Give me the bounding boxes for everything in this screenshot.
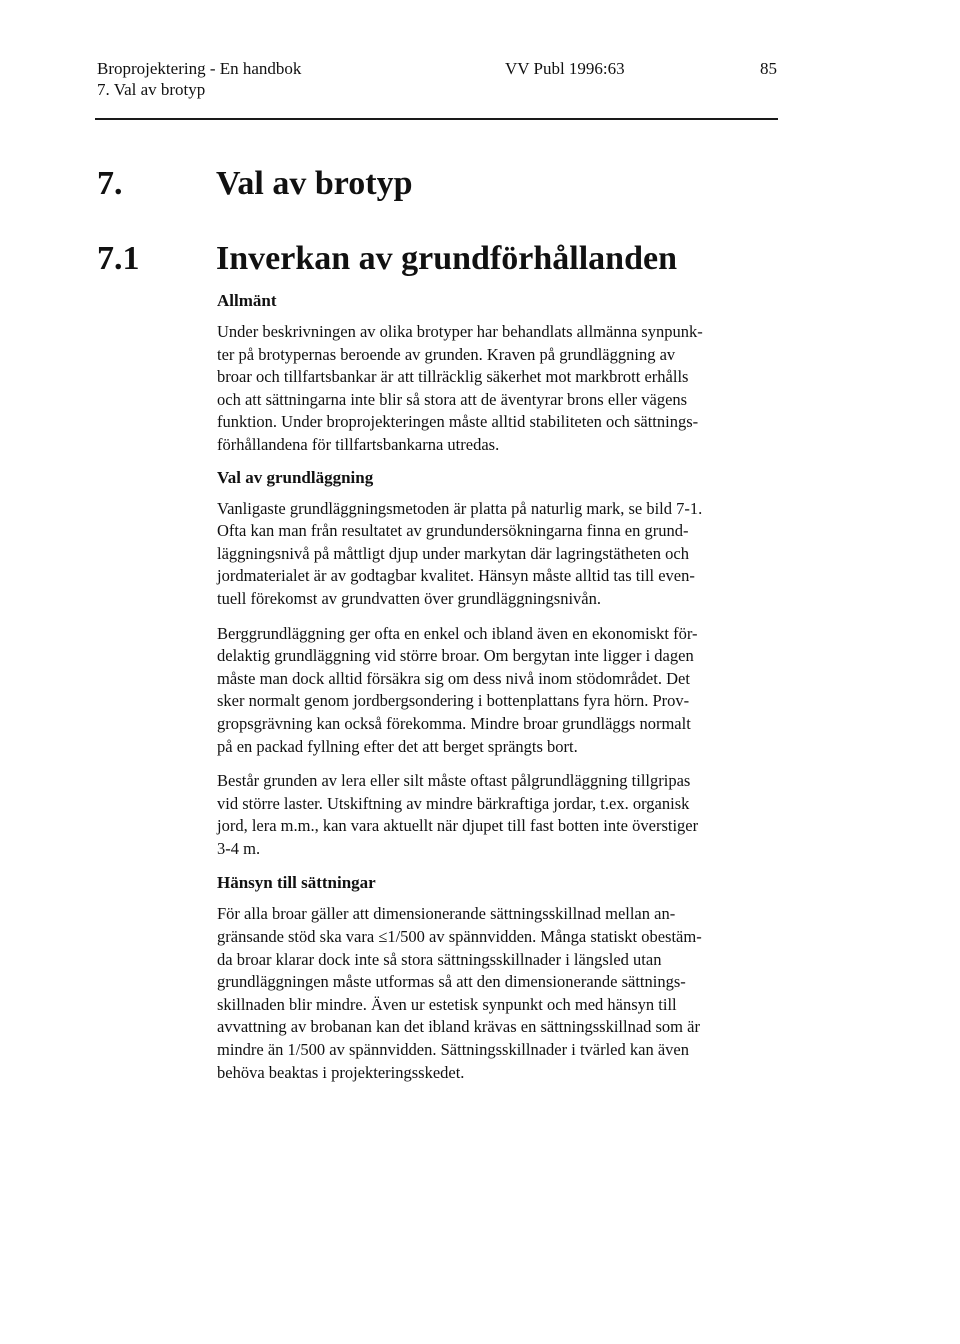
body-text — [217, 290, 787, 1084]
paragraph: För alla broar gäller att dimensionerande sättningsskillnad mellan an- gränsande stöd ska vara ≤1/500 av spännvidden. Många statiskt obestäm- da broar klarar dock inte så stora sättningsskillnader i längsled utan grundläggningen måste utformas så att den dimensionerande sättnings- skillnaden blir mindre. Även ur estetisk synpunkt och med hänsyn till avvattning av brobanan kan det ibland krävas en sättningsskillnad som är mindre än 1/500 av spännvidden. Sättningsskillnader i tvärled kan även behöva beaktas i projekteringsskedet. — [217, 904, 702, 1082]
section-number: 7.1 — [97, 240, 140, 277]
paragraph: Berggrundläggning ger ofta en enkel och ibland även en ekonomiskt för- delaktig grundläggning vid större broar. Om bergytan inte ligger i dagen måste man dock alltid försäkra sig om dess nivå inom stödområdet. Det sker normalt genom jordbergsondering i bottenplattans fyra hörn. Prov- gropsgrävning kan också förekomma. Mindre broar grundläggs normalt på en packad fyllning efter det att berget sprängts bort. — [217, 623, 698, 756]
section-title: Inverkan av grundförhållanden — [216, 240, 677, 277]
spacer — [217, 758, 787, 770]
paragraph: Under beskrivningen av olika brotyper har behandlats allmänna synpunk- ter på brotypernas beroende av grunden. Kraven på grundläggning av broar och tillfartsbankar är att tillräcklig säkerhet mot markbrott erhålls och att sättningarna inte blir så stora att de äventyrar brons eller vägens funktion. Under broprojekteringen måste alltid stabiliteten och sättnings- förhållandena för tillfartsbankarna utredas. — [217, 322, 703, 454]
subheading-allmant: Allmänt — [217, 291, 277, 310]
spacer — [217, 312, 787, 321]
spacer — [217, 489, 787, 498]
spacer — [217, 894, 787, 903]
header-chapter: 7. Val av brotyp — [97, 80, 206, 99]
page-number: 85 — [760, 59, 777, 78]
header-book-title: Broprojektering - En handbok — [97, 59, 302, 78]
subheading-hansyn-till-sattningar: Hänsyn till sättningar — [217, 873, 376, 893]
paragraph: Består grunden av lera eller silt måste oftast pålgrundläggning tillgripas vid större laster. Utskiftning av mindre bärkraftiga jordar, t.ex. organisk jord, lera m.m., kan vara aktuellt när djupet till fast botten inte överstiger 3-4 m. — [217, 771, 699, 858]
spacer — [217, 860, 787, 872]
chapter-number: 7. — [97, 165, 123, 202]
spacer — [217, 457, 787, 467]
header-left — [97, 58, 301, 100]
header-publication: VV Publ 1996:63 — [505, 59, 625, 78]
subheading-val-av-grundlaggning: Val av grundläggning — [217, 467, 374, 487]
chapter-title: Val av brotyp — [216, 165, 413, 202]
paragraph: Vanligaste grundläggningsmetoden är platta på naturlig mark, se bild 7-1. Ofta kan man från resultatet av grundundersökningarna finna en grund- läggningsnivå på måttligt djup under markytan där lagringstätheten och jordmaterialet är av godtagbar kvalitet. Hänsyn måste alltid tas till even- tuell förekomst av grundvatten över grundläggningsnivån. — [217, 498, 703, 608]
spacer — [217, 611, 787, 623]
header-rule — [95, 118, 778, 120]
